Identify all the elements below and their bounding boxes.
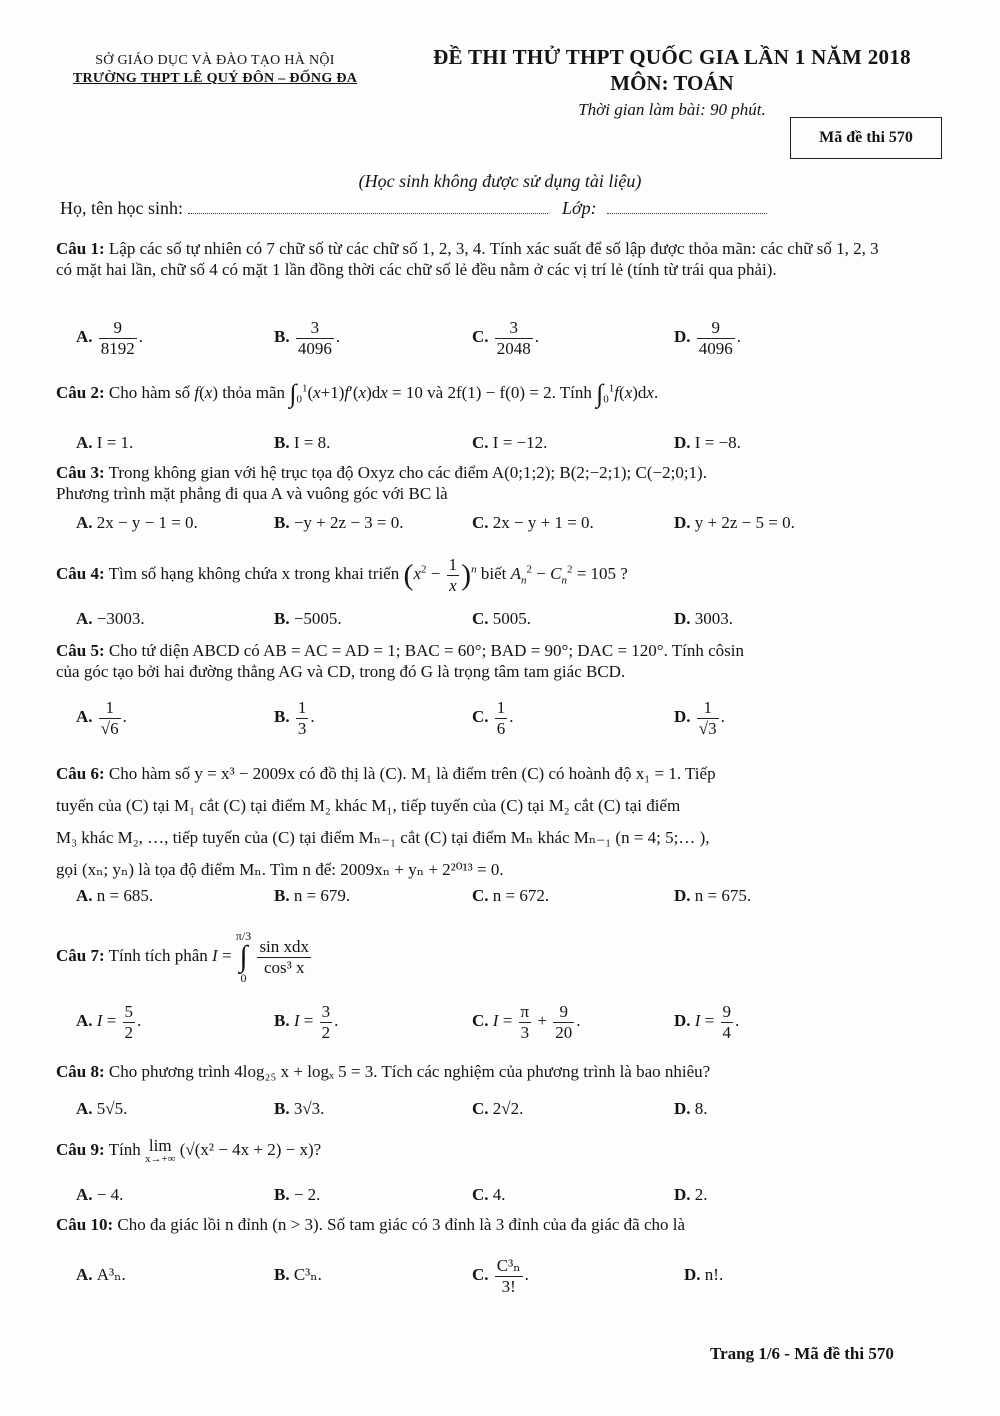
- question-label: Câu 1:: [56, 239, 105, 258]
- question-text: Cho tứ diện ABCD có AB = AC = AD = 1; BAC = 60°; BAD = 90°; DAC = 120°. Tính côsin: [108, 641, 745, 660]
- question-label: Câu 4:: [56, 563, 105, 583]
- question-text: Phương trình mặt phẳng đi qua A và vuông góc với BC là: [56, 484, 448, 504]
- integral-sign: ∫: [596, 379, 604, 408]
- option-d[interactable]: D. I = −8.: [674, 433, 741, 452]
- question-label: Câu 7:: [56, 945, 105, 965]
- question-4: Câu 4: Tìm số hạng không chứa x trong khai triển ($x^2$ − $\frac{1}{x}$ )$^n$ biết $A_n^2 - C_n^2 = 105$ ?: [56, 555, 628, 595]
- question-6: [56, 758, 896, 886]
- question-10: [56, 1214, 896, 1235]
- option-c[interactable]: C. $\frac{\text{C³ₙ}}{3!}$ .: [472, 1256, 529, 1296]
- question-5: [56, 640, 896, 683]
- exam-duration: Thời gian làm bài: 90 phút.: [578, 99, 766, 119]
- option-d[interactable]: D. 2.: [674, 1185, 708, 1204]
- option-c[interactable]: C. 4.: [472, 1185, 506, 1204]
- class-field[interactable]: [607, 201, 767, 214]
- option-d[interactable]: D. n = 675.: [674, 886, 752, 905]
- no-materials-note: (Học sinh không được sử dụng tài liệu): [358, 171, 642, 191]
- option-d[interactable]: D. n!.: [684, 1265, 724, 1284]
- question-text: Cho hàm số y = x³ − 2009x có đồ thị là (C). M₁ là điểm trên (C) có hoành độ x₁ = 1. Tiếp: [108, 764, 716, 783]
- option-a[interactable]: A. $\frac{9}{8192}$ .: [76, 318, 144, 358]
- option-d[interactable]: D. $\frac{9}{4096}$ .: [674, 318, 742, 358]
- option-b[interactable]: B. $\frac{1}{3}$ .: [274, 698, 315, 738]
- question-1: [56, 238, 896, 281]
- student-info-line: [60, 197, 767, 220]
- question-text: biết: [480, 563, 507, 583]
- question-text: Trong không gian với hệ trục tọa độ Oxyz cho các điểm A(0;1;2); B(2;−2;1); C(−2;0;1).: [108, 463, 707, 482]
- option-b[interactable]: B. 3√3.: [274, 1099, 325, 1118]
- option-a[interactable]: A. − 4.: [76, 1185, 124, 1204]
- option-d[interactable]: D. y + 2z − 5 = 0.: [674, 513, 795, 532]
- option-b[interactable]: B. I = $\frac{3}{2}$ .: [274, 1002, 339, 1042]
- option-a[interactable]: A. n = 685.: [76, 886, 154, 905]
- question-text: Tìm số hạng không chứa x trong khai triển: [108, 563, 400, 583]
- option-d[interactable]: D. I = $\frac{9}{4}$ .: [674, 1002, 740, 1042]
- option-c[interactable]: C. n = 672.: [472, 886, 550, 905]
- exam-title: ĐỀ THI THỬ THPT QUỐC GIA LẦN 1 NĂM 2018: [433, 45, 911, 69]
- option-d[interactable]: D. 8.: [674, 1099, 708, 1118]
- option-c[interactable]: C. 2√2.: [472, 1099, 524, 1118]
- option-a[interactable]: A. 5√5.: [76, 1099, 128, 1118]
- class-label: Lớp:: [562, 198, 597, 218]
- option-a[interactable]: A. A³ₙ.: [76, 1265, 126, 1284]
- option-b[interactable]: B. −5005.: [274, 609, 342, 628]
- question-label: Câu 3:: [56, 463, 105, 482]
- option-c[interactable]: C. $\frac{3}{2048}$ .: [472, 318, 540, 358]
- question-3: [56, 462, 896, 505]
- question-text: thỏa mãn: [222, 382, 286, 402]
- question-condition: 2f(1) − f(0) = 2: [447, 382, 552, 402]
- question-label: Câu 8:: [56, 1062, 105, 1081]
- question-text: M₃ khác M₂, …, tiếp tuyến của (C) tại điểm Mₙ₋₁ cắt (C) tại điểm Mₙ khác Mₙ₋₁ (n = 4; 5;… ),: [56, 828, 710, 847]
- question-label: Câu 5:: [56, 641, 105, 660]
- question-7: Câu 7: Tính tích phân I = π/3 ∫ 0 $\frac{\text{sin xdx}}{\text{cos³ x}}$: [56, 929, 310, 985]
- question-2: Câu 2: Cho hàm số f(x) thỏa mãn $\int_0^1(x+1)f'(x)dx = 10$ và 2f(1) − f(0) = 2. Tính $\int_0^1f(x)dx$.: [56, 379, 659, 408]
- question-text: của góc tạo bởi hai đường thẳng AG và CD, trong đó G là trọng tâm tam giác BCD.: [56, 662, 626, 682]
- student-name-label: Họ, tên học sinh:: [60, 198, 183, 218]
- department-name: SỞ GIÁO DỤC VÀ ĐÀO TẠO HÀ NỘI: [95, 53, 335, 68]
- option-c[interactable]: C. I = $\frac{\pi}{3}$ + $\frac{9}{20}$ .: [472, 1002, 581, 1042]
- exam-code-box: Mã đề thi 570: [790, 117, 942, 159]
- option-b[interactable]: B. − 2.: [274, 1185, 321, 1204]
- question-text: và: [427, 382, 444, 402]
- question-label: Câu 6:: [56, 764, 105, 783]
- question-8: [56, 1061, 896, 1082]
- option-c[interactable]: C. I = −12.: [472, 433, 548, 452]
- question-expression: (√(x² − 4x + 2) − x)?: [179, 1139, 322, 1159]
- question-text: gọi (xₙ; yₙ) là tọa độ điểm Mₙ. Tìm n để: 2009xₙ + yₙ + 2²⁰¹³ = 0.: [56, 860, 504, 879]
- option-d[interactable]: D. $\frac{1}{√3}$ .: [674, 698, 725, 738]
- option-b[interactable]: B. n = 679.: [274, 886, 351, 905]
- option-b[interactable]: B. C³ₙ.: [274, 1265, 322, 1284]
- question-label: Câu 9:: [56, 1139, 105, 1159]
- option-a[interactable]: A. I = 1.: [76, 433, 134, 452]
- limit-operator: lim x→+∞: [144, 1136, 176, 1165]
- option-b[interactable]: B. $\frac{3}{4096}$ .: [274, 318, 341, 358]
- question-text: Tính tích phân: [108, 945, 208, 965]
- option-a[interactable]: A. 2x − y − 1 = 0.: [76, 513, 198, 532]
- header-right: [392, 44, 952, 120]
- option-a[interactable]: A. I = $\frac{5}{2}$ .: [76, 1002, 142, 1042]
- student-name-field[interactable]: [188, 201, 548, 214]
- question-9: [56, 1137, 896, 1165]
- question-text: tuyến của (C) tại M₁ cắt (C) tại điểm M₂ khác M₁, tiếp tuyến của (C) tại M₂ cắt (C) tại điểm: [56, 796, 681, 815]
- option-a[interactable]: A. $\frac{1}{√6}$ .: [76, 698, 127, 738]
- option-b[interactable]: B. −y + 2z − 3 = 0.: [274, 513, 404, 532]
- subject-title: MÔN: TOÁN: [610, 71, 734, 96]
- question-text: Lập các số tự nhiên có 7 chữ số từ các chữ số 1, 2, 3, 4. Tính xác suất để số lập được thỏa mãn: các chữ số 1, 2, 3 có mặt hai lần, chữ số 4 có mặt 1 lần đồng thời các chữ số lẻ đều nằm ở các vị trí lẻ (tính từ trái qua phải).: [56, 239, 879, 280]
- option-a[interactable]: A. −3003.: [76, 609, 145, 628]
- question-text: Cho hàm số: [108, 382, 191, 402]
- question-label: Câu 10:: [56, 1215, 114, 1234]
- question-text: Tính: [108, 1139, 141, 1159]
- question-text: . Tính: [551, 382, 592, 402]
- integral-bounds: π/3 ∫ 0: [235, 929, 252, 985]
- page-footer: Trang 1/6 - Mã đề thi 570: [710, 1344, 894, 1363]
- question-condition: = 105 ?: [576, 563, 628, 583]
- question-label: Câu 2:: [56, 382, 105, 402]
- header-left: [40, 52, 390, 87]
- option-c[interactable]: C. $\frac{1}{6}$ .: [472, 698, 514, 738]
- question-text: Cho đa giác lồi n đỉnh (n > 3). Số tam giác có 3 đỉnh là 3 đỉnh của đa giác đã cho là: [117, 1215, 686, 1234]
- option-c[interactable]: C. 5005.: [472, 609, 532, 628]
- option-b[interactable]: B. I = 8.: [274, 433, 331, 452]
- question-text: Cho phương trình 4log₂₅ x + logₓ 5 = 3. Tích các nghiệm của phương trình là bao nhiêu?: [108, 1062, 711, 1081]
- integral-sign: ∫: [289, 379, 297, 408]
- school-name: TRƯỜNG THPT LÊ QUÝ ĐÔN – ĐỐNG ĐA: [72, 70, 358, 86]
- option-d[interactable]: D. 3003.: [674, 609, 734, 628]
- option-c[interactable]: C. 2x − y + 1 = 0.: [472, 513, 594, 532]
